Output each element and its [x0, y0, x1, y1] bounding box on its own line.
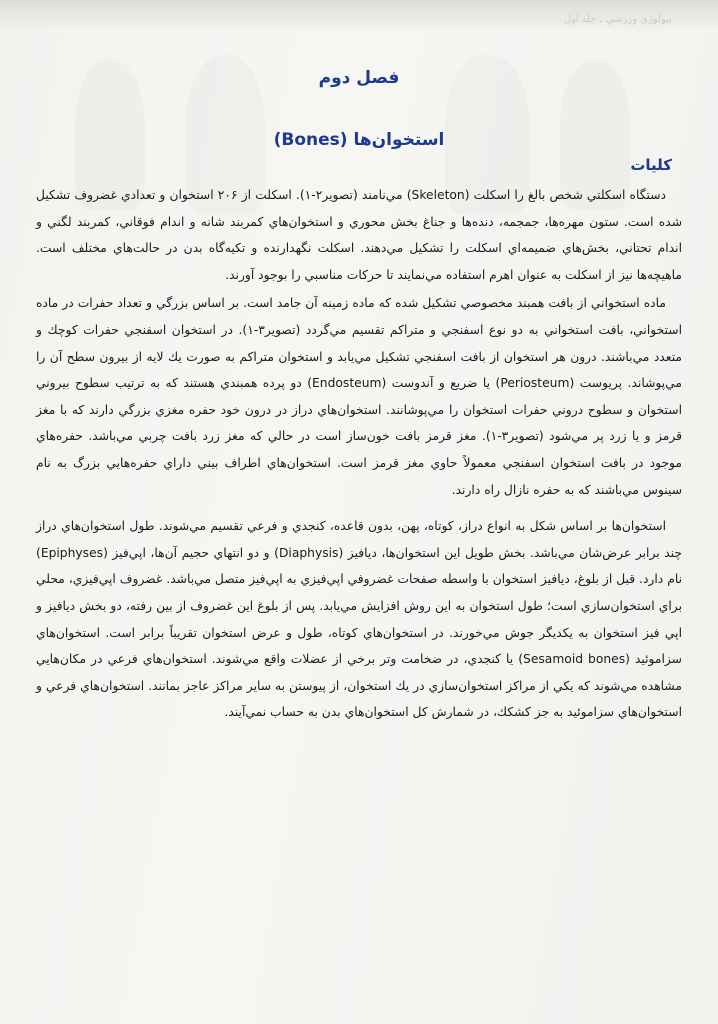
running-header: بيولوژي ورزشي ـ جلد اول: [563, 14, 672, 25]
paragraph-bone-shapes: استخوان‌ها بر اساس شكل به انواع دراز، كوتاه، پهن، بدون قاعده، كنجدي و فرعي تقسيم مي‌شوند. طول استخوان‌هاي دراز چند برابر عرض‌شان مي‌باشد. بخش طويل اين استخوان‌ها، ديافيز (Diaphysis) و دو انتهاي حجيم آن‌ها، اپي‌فيز (Epiphyses) نام دارد. قبل از بلوغ، ديافيز استخوان با واسطه صفحات غضروفي اپي‌فيزي به اپي‌فيز متصل مي‌باشد. غضروف اپي‌فيزي، محلي براي استخوان‌سازي است؛ طول استخوان به اين روش افزايش مي‌يابد. پس از بلوغ اين غضروف از بين رفته، دو بخش ديافيز و اپي فيز استخوان به يكديگر جوش مي‌خورند. در استخوان‌هاي كوتاه، طول و عرض استخوان تقريباً برابر است. استخوان‌هاي سزاموئيد (Sesamoid bones) يا كنجدي، در ضخامت وتر برخي از عضلات واقع مي‌شوند. استخوان‌هاي فرعي در مكان‌هايي مشاهده مي‌شوند كه يكي از مراكز استخوان‌سازي در يك استخوان، از پيوستن به ساير مراكز عاجز بمانند. استخوان‌هاي فرعي و استخوان‌هاي سزاموئيد به جز كشكك، در شمارش كل استخوان‌هاي بدن به حساب نمي‌آيند.: [36, 519, 682, 720]
subheading-overview: كليات: [630, 156, 672, 174]
paragraph-skeleton: دستگاه اسكلتي شخص بالغ را اسكلت (Skeleton) مي‌نامند (تصوير۲-۱). اسكلت از ۲۰۶ استخوان و تعدادي غضروف تشكيل شده است. ستون مهره‌ها، جمجمه، دنده‌ها و جناغ بخش محوري و استخوان‌هاي كمربند شانه و اندام فوقاني، كمربند لگني و اندام تحتاني، بخش‌هاي ضميمه‌اي اسكلت را تشكيل مي‌دهند. اسكلت نگهدارنده و تكيه‌گاه بدن در حالت‌هاي مختلف است. ماهيچه‌ها نيز از اسكلت به عنوان اهرم استفاده مي‌نمايند تا حركات مناسبي را بوجود آورند.: [36, 188, 682, 282]
body-text: [36, 182, 682, 736]
section-title: استخوان‌ها (Bones): [273, 130, 445, 150]
chapter-title: فصل دوم: [318, 68, 400, 88]
paragraph-bone-tissue: ماده استخواني از بافت همبند مخصوصي تشكيل شده كه ماده زمينه آن جامد است. بر اساس بزرگي و تعداد حفرات در ماده استخواني، بافت استخواني به دو نوع اسفنجي و متراكم تقسيم مي‌گردد (تصوير۳-۱). در استخوان اسفنجي حفرات كوچك و متعدد مي‌باشند. درون هر استخوان از بافت اسفنجي تشكيل مي‌يابد و استخوان متراكم به صورت يك لايه از بيرون سطح آن را مي‌پوشاند. پريوست (Periosteum) يا ضريع و آندوست (Endosteum) دو پرده همبندي هستند كه به ترتيب سطوح بيروني استخوان و سطوح دروني حفرات استخوان را مي‌پوشانند. استخوان‌هاي دراز در درون خود حفره مغزي بزرگي دارند كه با مغز قرمز و يا زرد پر مي‌شود (تصوير۳-۱). مغز قرمز بافت خون‌ساز است در حالي كه مغز زرد بافت چربي مي‌باشد. حفره‌هاي موجود در بافت استخوان اسفنجي معمولاً حاوي مغز قرمز است. استخوان‌هاي اطراف بيني داراي حفره‌هايي بزرگ به نام سينوس مي‌باشند كه به حفره نازال راه دارند.: [36, 296, 682, 497]
